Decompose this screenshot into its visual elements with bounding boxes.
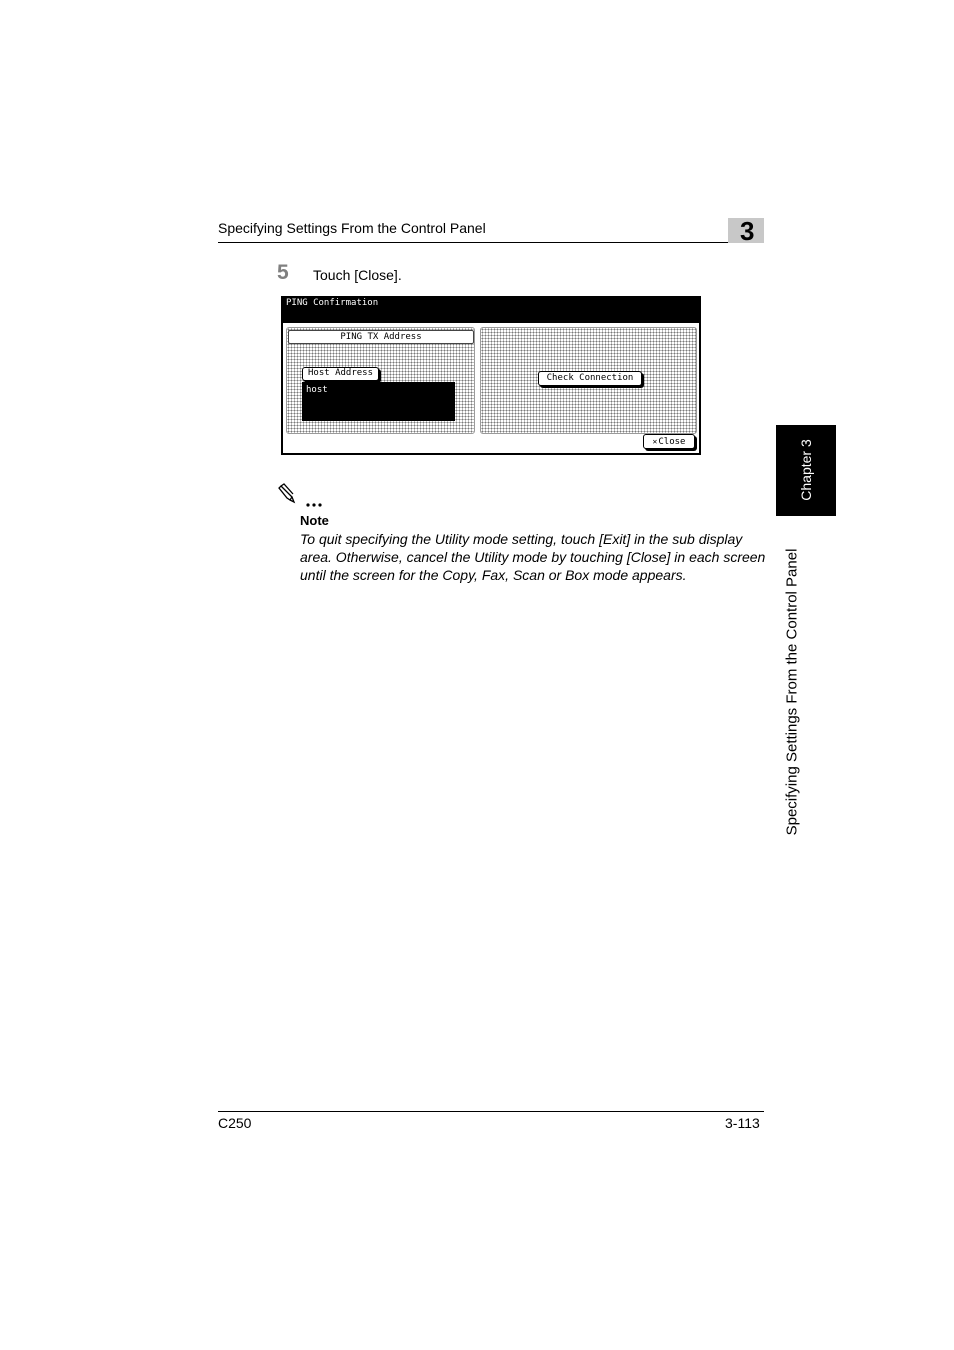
check-connection-button[interactable]: Check Connection xyxy=(538,371,642,386)
footer-model: C250 xyxy=(218,1115,252,1131)
pencil-note-icon xyxy=(278,483,326,514)
side-section-label: Specifying Settings From the Control Panel xyxy=(783,548,801,836)
close-button-label: Close xyxy=(658,437,686,447)
step-text: Touch [Close]. xyxy=(313,267,402,283)
footer-page-number: 3-113 xyxy=(725,1115,760,1131)
host-address-field[interactable]: host xyxy=(302,382,455,421)
footer-rule xyxy=(218,1111,764,1112)
side-tab-chapter-label: Chapter 3 xyxy=(798,439,814,501)
close-icon: ✕ xyxy=(652,437,658,446)
ping-tx-address-label: PING TX Address xyxy=(288,330,474,344)
note-text: To quit specifying the Utility mode setting, touch [Exit] in the sub display area. Otherwise, cancel the Utility mode by touching [Close] in each screen until the screen for the Copy, Fax, Scan or Box mode appears. xyxy=(300,531,766,583)
step-number: 5 xyxy=(277,261,289,284)
chapter-number: 3 xyxy=(740,216,755,246)
close-button[interactable] xyxy=(643,434,695,449)
header-rule xyxy=(218,242,764,243)
running-header: Specifying Settings From the Control Panel xyxy=(218,220,486,236)
host-address-button[interactable]: Host Address xyxy=(302,367,379,381)
screen-title: PING Confirmation xyxy=(286,298,379,308)
note-heading: Note xyxy=(300,513,329,528)
